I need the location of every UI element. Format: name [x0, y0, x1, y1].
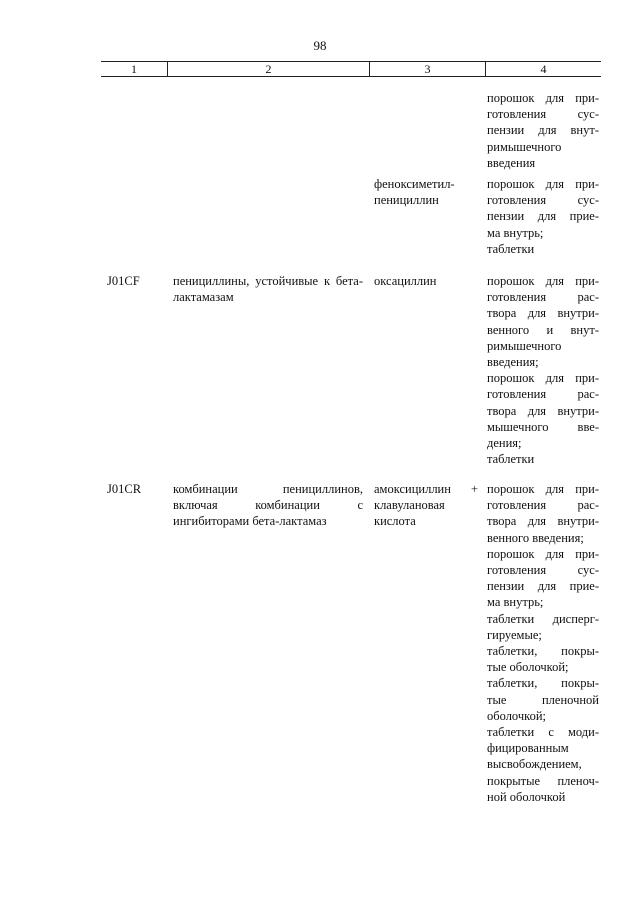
text-line: фицированным — [487, 741, 569, 756]
text-line: готовления рас- — [487, 387, 599, 402]
substance-cell — [374, 176, 478, 208]
text-line: таблетки дисперг- — [487, 611, 599, 626]
text-line: порошок для при- — [487, 274, 599, 288]
text-line: готовления рас- — [487, 498, 599, 513]
text-line: феноксиметил- — [374, 177, 455, 191]
header-col-3: 3 — [369, 62, 485, 76]
group-cell: комбинации пенициллинов, включая комбинации с ингибиторами бета-лактамаз — [173, 482, 363, 529]
text-line: дения; — [487, 436, 522, 451]
text-line: готовления рас- — [487, 290, 599, 305]
text-line: мышечного вве- — [487, 419, 599, 434]
header-col-1: 1 — [131, 62, 137, 76]
dosage-forms-cell — [487, 481, 599, 805]
text-line: порошок для при- — [487, 482, 599, 496]
text-line: оболочкой; — [487, 708, 546, 723]
page-number: 98 — [313, 38, 327, 53]
text-line: таблетки — [487, 241, 535, 256]
text-line: готовления сус- — [487, 193, 599, 208]
text-line: твора для внутри- — [487, 403, 599, 418]
dosage-forms-cell — [487, 90, 599, 171]
table-header — [101, 61, 601, 77]
text-line: пензии для внут- — [487, 123, 599, 138]
text-line: ма внутрь; — [487, 225, 544, 240]
text-line: тые пленочной — [487, 692, 599, 707]
text-line: римышечного — [487, 139, 562, 154]
text-line: таблетки, покры- — [487, 644, 599, 659]
text-line: таблетки, покры- — [487, 676, 599, 691]
text-line: тые оболочкой; — [487, 660, 569, 675]
text-line: пензии для прие- — [487, 579, 599, 594]
text-line: таблетки с моди- — [487, 725, 599, 740]
text-line: венного введения; — [487, 530, 584, 545]
atc-code-cell: J01CF — [107, 274, 140, 288]
group-cell: пенициллины, устойчивые к бета-лактамазам — [173, 274, 363, 305]
text-line: твора для внутри- — [487, 514, 599, 529]
text-line: введения; — [487, 355, 539, 370]
text-line: порошок для при- — [487, 371, 599, 386]
text-line: гируемые; — [487, 627, 542, 642]
substance-cell: амоксициллин + клавулановая кислота — [374, 482, 478, 529]
text-line: пенициллин — [374, 193, 439, 208]
substance-cell: оксациллин — [374, 274, 437, 288]
text-line: покрытые пленоч- — [487, 773, 599, 788]
dosage-forms-cell — [487, 176, 599, 257]
text-line: римышечного — [487, 338, 562, 353]
text-line: высвобождением, — [487, 757, 582, 772]
text-line: твора для внутри- — [487, 306, 599, 321]
atc-code-cell: J01CR — [107, 482, 142, 496]
text-line: готовления сус- — [487, 107, 599, 122]
text-line: порошок для при- — [487, 546, 599, 561]
text-line: введения — [487, 155, 536, 170]
text-line: пензии для прие- — [487, 209, 599, 224]
text-line: венного и внут- — [487, 322, 599, 337]
text-line: ма внутрь; — [487, 595, 544, 610]
text-line: ной оболочкой — [487, 789, 566, 804]
dosage-forms-cell — [487, 273, 599, 467]
header-col-2: 2 — [167, 62, 369, 76]
text-line: порошок для при- — [487, 177, 599, 191]
text-line: таблетки — [487, 452, 535, 467]
text-line: готовления сус- — [487, 563, 599, 578]
text-line: порошок для при- — [487, 91, 599, 105]
header-col-4: 4 — [485, 62, 601, 76]
